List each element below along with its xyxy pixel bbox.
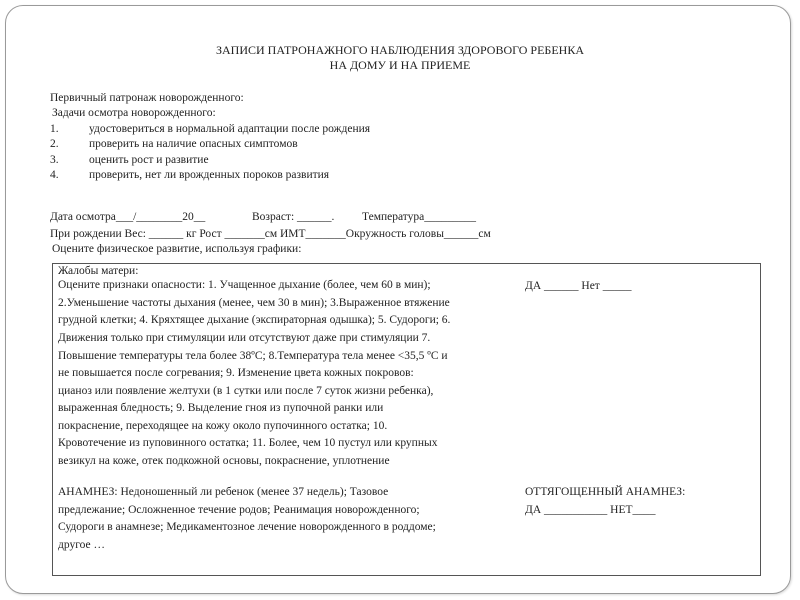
danger-signs-yes-no: ДА ______ Нет _____ bbox=[525, 280, 632, 292]
task-text: удостовериться в нормальной адаптации после рождения bbox=[89, 123, 371, 135]
physical-development-note: Оцените физическое развитие, используя графики: bbox=[52, 243, 302, 255]
complaints-line: Повышение температуры тела более 38ºС; 8.Температура тела менее <35,5 ºС и bbox=[58, 349, 448, 362]
anamnesis-line: АНАМНЕЗ: Недоношенный ли ребенок (менее 37 недель); Тазовое bbox=[58, 486, 389, 498]
task-number: 2. bbox=[50, 138, 59, 150]
anamnesis-line: другое … bbox=[58, 538, 105, 551]
birth-measurements-field: При рождении Вес: ______ кг Рост _______см ИМТ_______Окружность головы______см bbox=[50, 228, 491, 240]
task-text: проверить на наличие опасных симптомов bbox=[89, 138, 298, 150]
burdened-anamnesis-yes-no: ДА ___________ НЕТ____ bbox=[525, 503, 656, 516]
page-title-line-2: НА ДОМУ И НА ПРИЕМЕ bbox=[329, 58, 471, 72]
anamnesis-line: Судороги в анамнезе; Медикаментозное лечение новорожденного в роддоме; bbox=[58, 521, 436, 533]
anamnesis-line: предлежание; Осложненное течение родов; Реанимация новорожденного; bbox=[58, 503, 420, 516]
complaints-line: цианоз или появление желтухи (в 1 сутки или после 7 суток жизни ребенка), bbox=[58, 384, 434, 397]
complaints-line: грудной клетки; 4. Кряхтящее дыхание (экспираторная одышка); 5. Судороги; 6. bbox=[58, 314, 451, 326]
primary-visit-heading: Первичный патронаж новорожденного: bbox=[50, 92, 244, 104]
complaints-line: выраженная бледность; 9. Выделение гноя из пупочной ранки или bbox=[58, 402, 384, 414]
tasks-heading: Задачи осмотра новорожденного: bbox=[52, 107, 216, 119]
task-number: 4. bbox=[50, 169, 59, 181]
complaints-line: Движения только при стимуляции или отсутствуют даже при стимуляции 7. bbox=[58, 332, 431, 344]
complaints-line: Жалобы матери: bbox=[58, 265, 139, 277]
task-text: проверить, нет ли врожденных пороков развития bbox=[89, 169, 330, 181]
burdened-anamnesis-title: ОТТЯГОЩЕННЫЙ АНАМНЕЗ: bbox=[525, 486, 686, 498]
complaints-line: везикул на коже, отек подкожной основы, покраснение, уплотнение bbox=[58, 454, 390, 467]
exam-date-field: Дата осмотра___/________20__ bbox=[50, 211, 206, 223]
age-field: Возраст: ______. bbox=[252, 211, 335, 223]
complaints-line: Кровотечение из пуповинного остатка; 11. Более, чем 10 пустул или крупных bbox=[58, 437, 438, 449]
complaints-line: не повышается после согревания; 9. Изменение цвета кожных покровов: bbox=[58, 367, 414, 379]
task-number: 1. bbox=[50, 123, 59, 135]
complaints-line: Оцените признаки опасности: 1. Учащенное дыхание (более, чем 60 в мин); bbox=[58, 279, 431, 291]
complaints-line: покраснение, переходящее на кожу около пупочинного остатка; 10. bbox=[58, 419, 388, 432]
task-text: оценить рост и развитие bbox=[89, 154, 209, 166]
page-title-line-1: ЗАПИСИ ПАТРОНАЖНОГО НАБЛЮДЕНИЯ ЗДОРОВОГО РЕБЕНКА bbox=[216, 43, 584, 57]
task-number: 3. bbox=[50, 154, 59, 166]
complaints-line: 2.Уменьшение частоты дыхания (менее, чем 30 в мин); 3.Выраженное втяжение bbox=[58, 296, 450, 309]
temperature-field: Температура_________ bbox=[362, 211, 477, 223]
